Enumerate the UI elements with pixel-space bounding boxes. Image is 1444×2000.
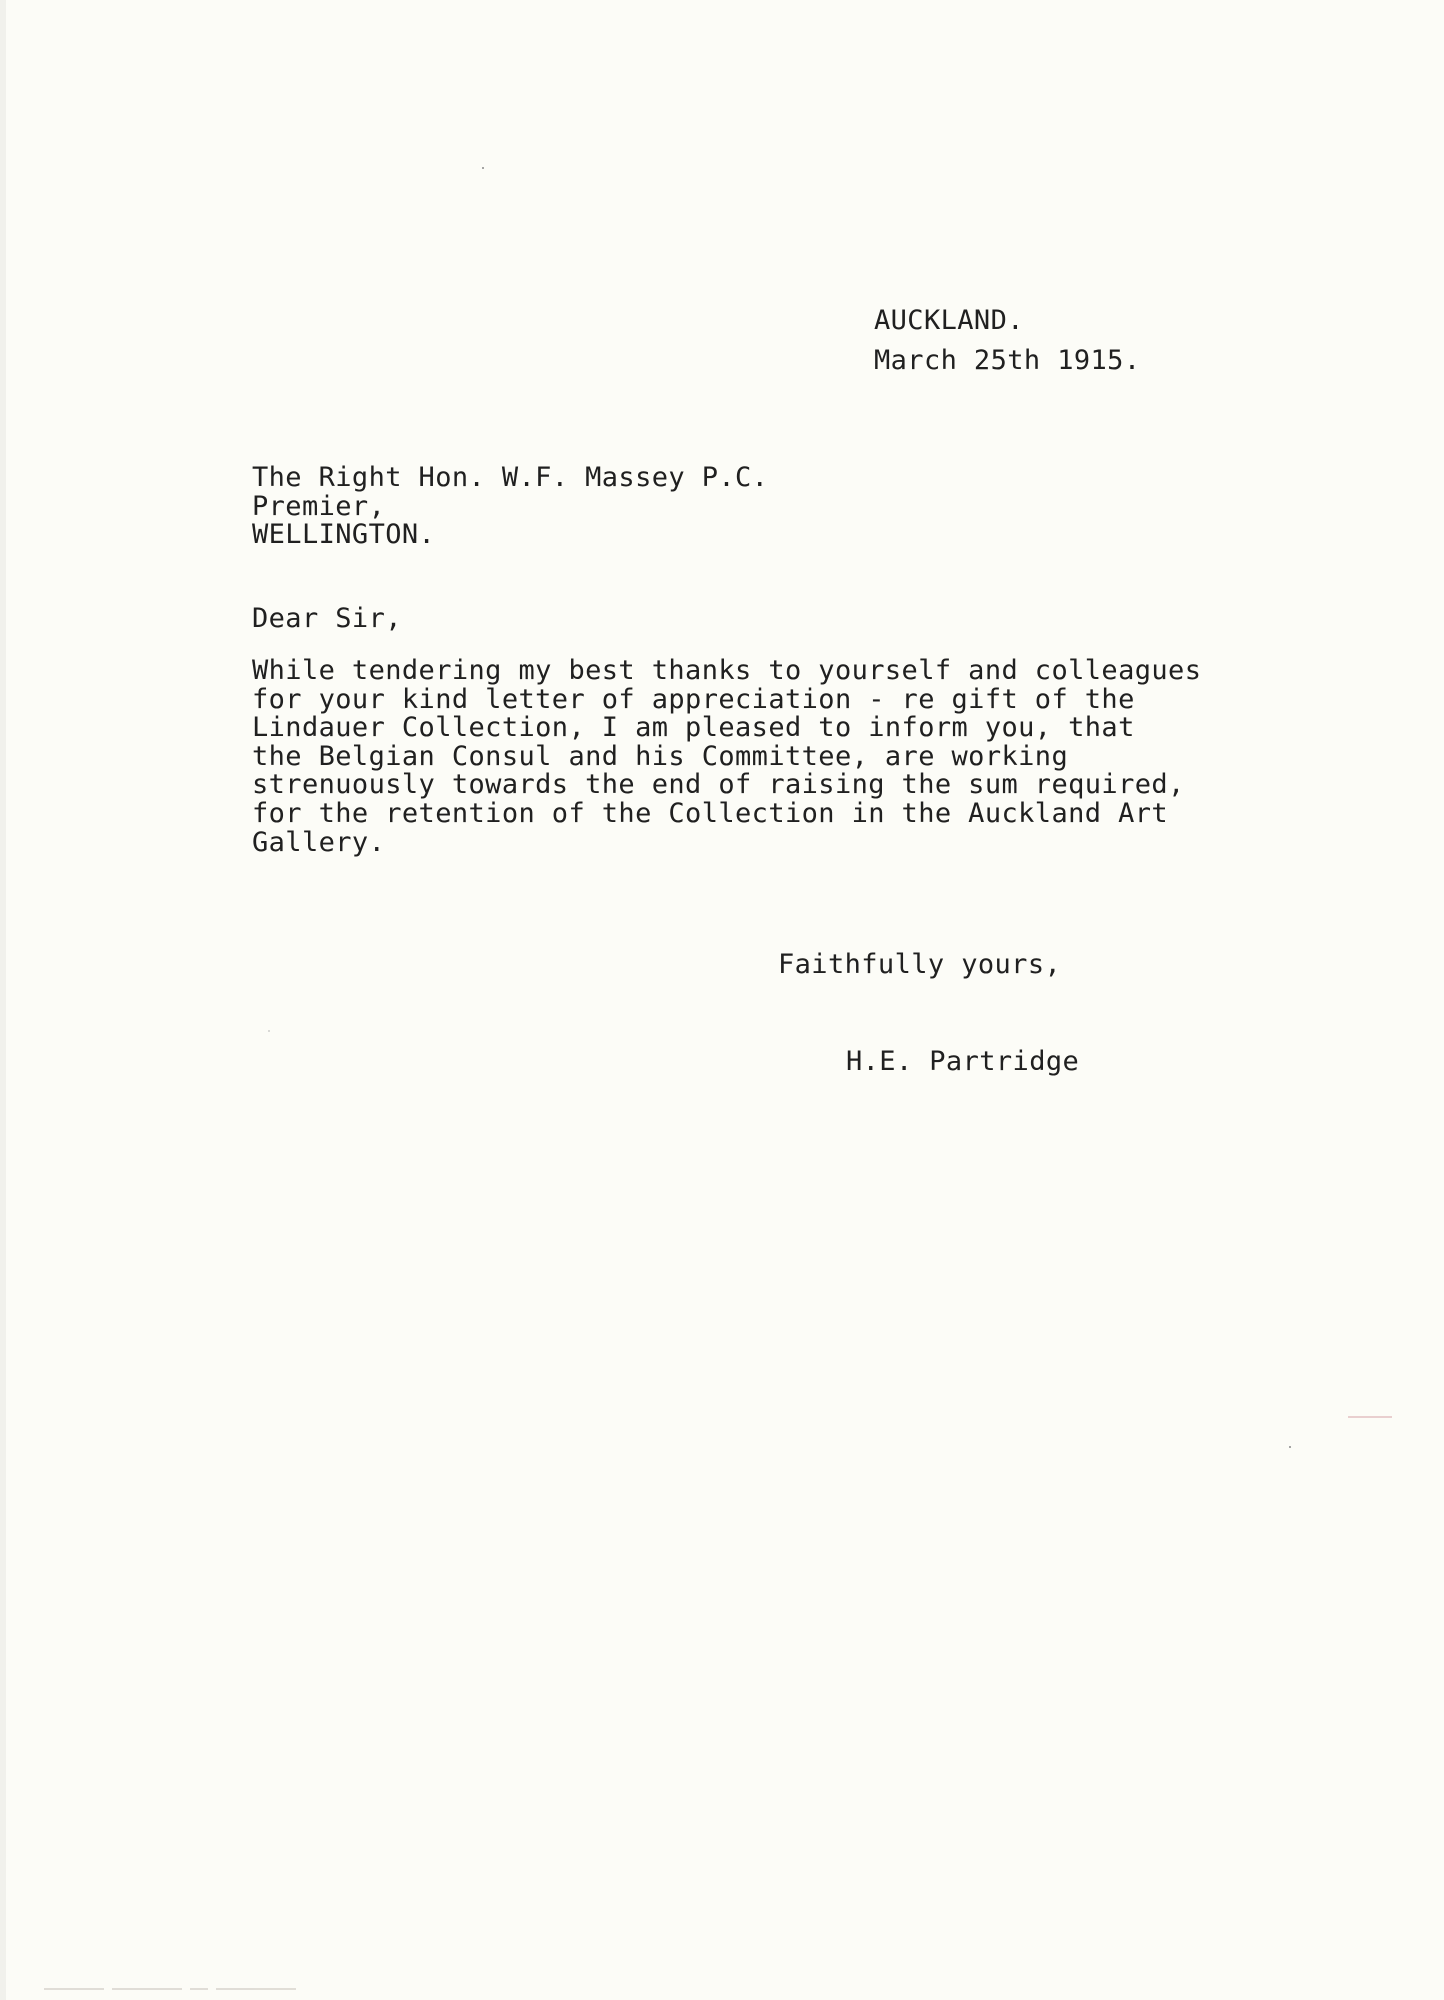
body-line-5: strenuously towards the end of raising the sum required,: [252, 769, 1185, 800]
closing: Faithfully yours,: [778, 949, 1062, 980]
body-line-4: the Belgian Consul and his Committee, are working: [252, 741, 1069, 772]
paper-speck: [482, 167, 484, 169]
recipient-line-2: Premier,: [252, 491, 386, 522]
letter-date: March 25th 1915.: [874, 345, 1141, 376]
body-line-6: for the retention of the Collection in the Auckland Art: [252, 798, 1169, 829]
body-line-1: While tendering my best thanks to yourself and colleagues: [252, 655, 1202, 686]
recipient-line-1: The Right Hon. W.F. Massey P.C.: [252, 462, 769, 493]
paper-speck: [268, 1030, 270, 1032]
body-line-3: Lindauer Collection, I am pleased to inform you, that: [252, 712, 1135, 743]
body-line-7: Gallery.: [252, 827, 386, 858]
salutation: Dear Sir,: [252, 603, 402, 634]
recipient-line-3: WELLINGTON.: [252, 519, 436, 550]
body-line-2: for your kind letter of appreciation - re gift of the: [252, 684, 1135, 715]
letter-place: AUCKLAND.: [874, 305, 1024, 336]
paper-speck: [1289, 1446, 1291, 1448]
pencil-annotation: [44, 1978, 324, 1992]
signature: H.E. Partridge: [846, 1046, 1080, 1077]
edge-mark: [1348, 1416, 1392, 1418]
